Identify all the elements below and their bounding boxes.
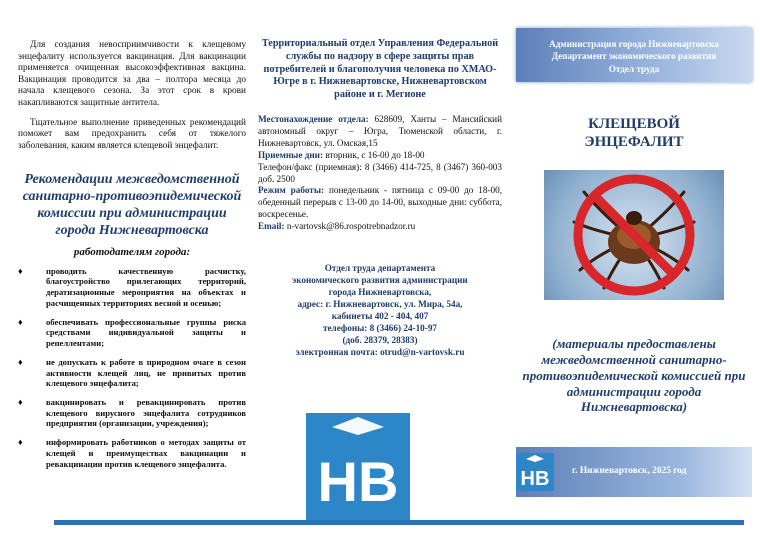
recommendations-subtitle-text: работодателям города [73, 245, 187, 258]
hours-label: Режим работы: [258, 185, 325, 196]
list-item [18, 357, 246, 389]
city-logo-graphic [306, 413, 410, 524]
days-label: Приемные дни: [258, 149, 324, 160]
contact-details [258, 114, 502, 234]
dept-line: адрес: г. Нижневартовск, ул. Мира, 54а, [297, 299, 463, 310]
recommendations-title: Рекомендации межведомственной санитарно-противоэпидемической комиссии при администрации города Нижневартовска [22, 172, 242, 238]
dept-line: телефоны: 8 (3466) 24-10-97 [322, 323, 438, 334]
city-logo-small-graphic [516, 453, 554, 491]
list-item-text: не допускать к работе в природном очаге в сезон активности клещей лиц, не привитых против клещевого энцефалита; [46, 356, 246, 389]
list-item-text: вакцинировать и ревакцинировать против клещевого вирусного энцефалита сотрудников предприятия (организации, учреждения); [46, 397, 246, 429]
dept-line: (доб. 28379, 28383) [342, 335, 418, 345]
diamond-bullet-icon: ♦ [18, 265, 23, 276]
tick-prohibition-image [544, 170, 724, 300]
recommendations-subtitle: работодателям города: [73, 245, 191, 258]
middle-panel [258, 38, 502, 359]
phone-line: Телефон/факс (приемная): 8 (3466) 414-725, 8 (3467) 360-003 доб. 2500 [258, 161, 502, 184]
list-item-text: обеспечивать профессиональные группы риска средствами индивидуальной защиты и репеллентами; [46, 316, 246, 349]
dept-line: Отдел труда департамента [324, 263, 436, 274]
diamond-bullet-icon: ♦ [18, 356, 23, 367]
advice-paragraph: Тщательное выполнение приведенных рекомендаций поможет вам предохранить себя от тяжелого заболевания, каким является клещевой энцефалит. [18, 117, 246, 151]
diamond-bullet-icon: ♦ [18, 397, 23, 408]
title-line-1: КЛЕЩЕВОЙ [588, 116, 680, 132]
bottom-divider [54, 520, 744, 525]
email-label: Email: [258, 221, 285, 232]
list-item [18, 397, 246, 429]
days-value: вторник, с 16-00 до 18-00 [323, 149, 425, 160]
list-item [18, 317, 246, 349]
logo-letters: НВ [317, 450, 399, 513]
list-item [18, 266, 246, 309]
hours-value: понедельник - пятница с 09-00 до 18-00, обеденный перерыв с 13-00 до 14-00, выходные дни: суббота, воскресенье. [258, 185, 502, 220]
location-line [258, 114, 502, 150]
city-logo-small-icon [516, 453, 554, 491]
email-value: n-vartovsk@86.rospotrebnadzor.ru [284, 221, 416, 232]
dept-line: кабинеты 402 - 404, 407 [331, 311, 429, 322]
list-item-text: проводить качественную расчистку, благоустройство прилегающих территорий, дератизационные мероприятия на объектах и расчищенных территориях весной и осенью; [46, 265, 246, 308]
banner-line-1: Администрация города Нижневартовска [549, 39, 719, 49]
diamond-bullet-icon: ♦ [18, 316, 23, 327]
list-item-text: информировать работников о методах защиты от клещей и преимуществах вакцинации и ревакцинации против клещевого энцефалита. [46, 437, 246, 469]
rospotrebnadzor-heading: Территориальный отдел Управления Федеральной службы по надзору в сфере защиты прав потребителей и благополучия человека по ХМАО-Югре в г. Нижневартовске, Нижневартовском районе и г. Мегионе [261, 38, 499, 100]
location-label: Местонахождение отдела: [258, 113, 369, 124]
vaccination-paragraph: Для создания невосприимчивости к клещевому энцефалиту используется вакцинация. Для вакцинации применяется очищенная высокоэффективная вакцина. Вакцинация проводится за два – полтора месяца до начала клещевого сезона. За этот срок в крови накапливаются защитные антитела. [18, 40, 246, 109]
footer-place-year: г. Нижневартовск, 2025 год [572, 466, 687, 476]
logo-small-letters: НВ [520, 468, 550, 490]
dept-line: электронная почта: otrud@n-vartovsk.ru [295, 346, 465, 357]
banner-line-3: Отдел труда [608, 63, 660, 74]
hours-line [258, 185, 502, 221]
location-value: 628609, Ханты – Мансийский автономный округ – Югра, Тюменской области, г. Нижневартовск, ул. Омская,15 [258, 113, 502, 148]
page-title [516, 115, 752, 151]
diamond-bullet-icon: ♦ [18, 437, 23, 448]
banner-line-2: Департамент экономического развития [551, 51, 717, 62]
dept-line: экономического развития администрации [292, 275, 468, 286]
email-line [258, 221, 502, 233]
dept-line: города Нижневартовска, [328, 287, 432, 298]
materials-note: (материалы предоставлены межведомственной санитарно-противоэпидемической комиссией при администрации города Нижневартовска) [522, 336, 746, 415]
left-panel [18, 40, 246, 477]
labour-department-block [258, 263, 502, 359]
title-line-2: ЭНЦЕФАЛИТ [584, 134, 684, 150]
list-item [18, 437, 246, 469]
header-banner [516, 28, 752, 82]
tick-icon [544, 170, 724, 300]
city-logo-icon [306, 413, 410, 524]
days-line [258, 150, 502, 162]
recommendations-list [18, 266, 246, 470]
